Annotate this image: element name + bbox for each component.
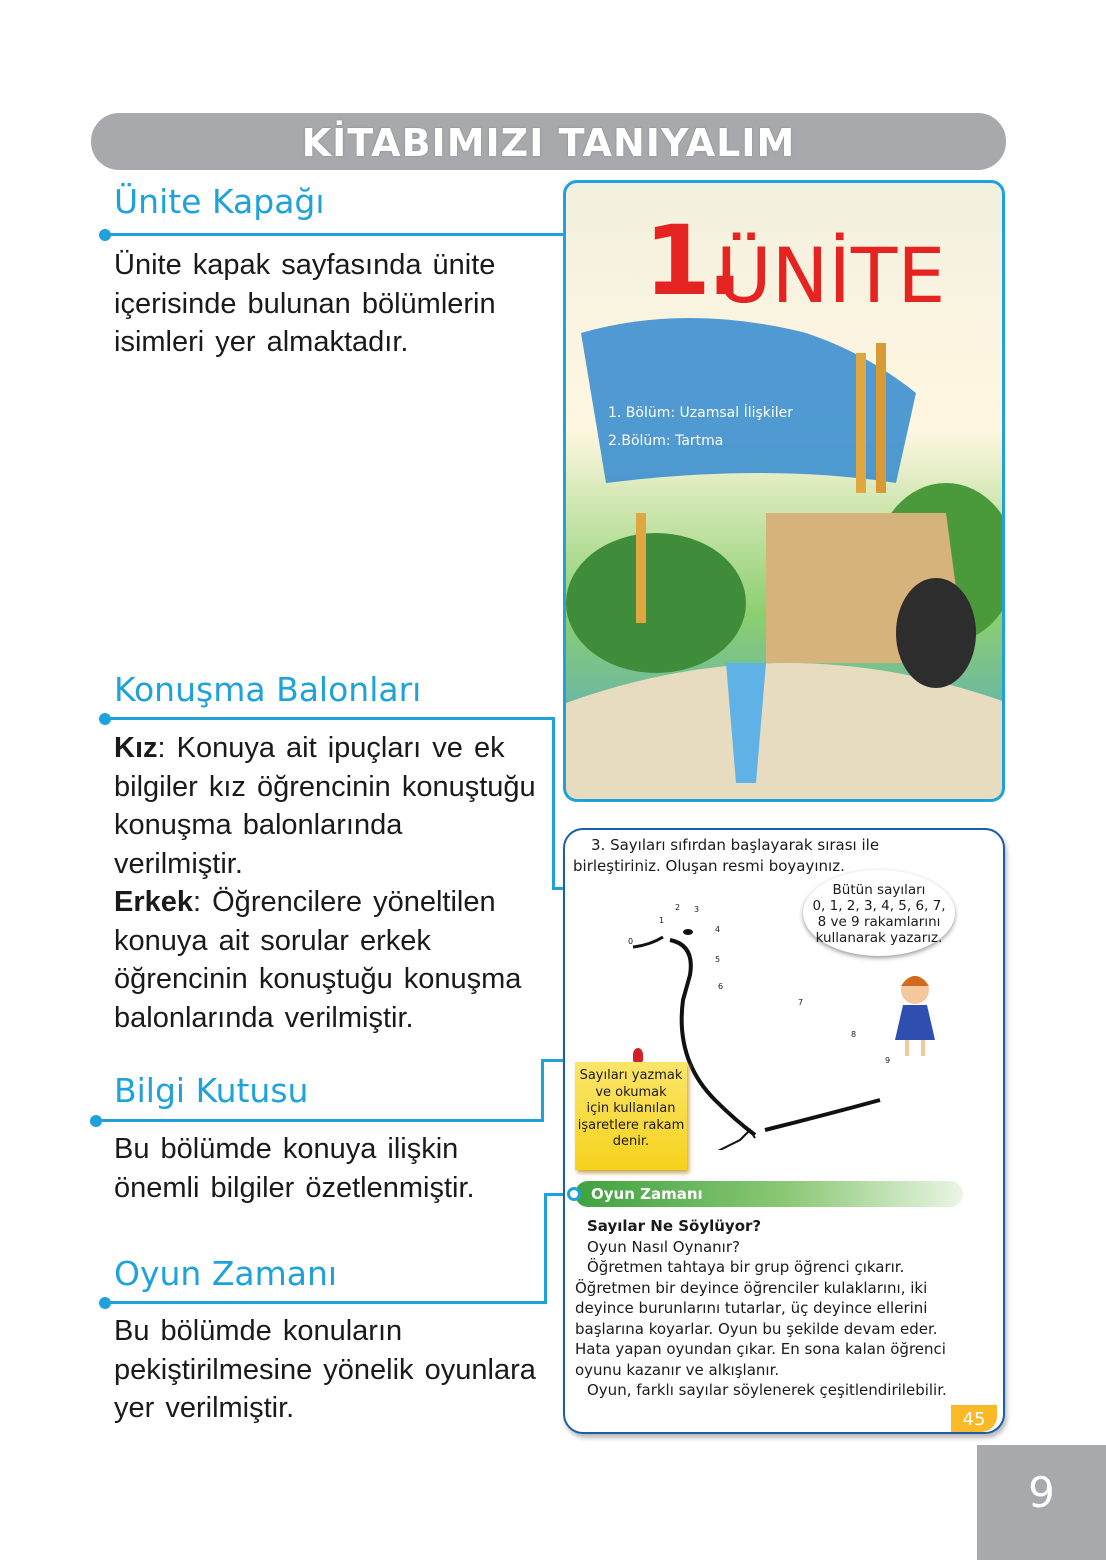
cover-unit-number: 1. (644, 205, 740, 317)
section-text-oyun-zamani (114, 1312, 554, 1428)
text-line: pekiştirilmesine yönelik oyunlara (114, 1353, 536, 1386)
text-line: Ünite kapak sayfasında ünite (114, 249, 496, 281)
text-line: 8 ve 9 rakamlarını (817, 914, 941, 930)
text-line: verilmiştir. (114, 847, 243, 880)
text-line: denir. (612, 1134, 650, 1149)
text-line: bilgiler kız öğrencinin konuştuğu (114, 770, 536, 803)
text-line: Bütün sayıları (832, 882, 926, 898)
text-line: kullanarak yazarız. (815, 930, 943, 946)
section-title-bilgi-kutusu: Bilgi Kutusu (114, 1071, 309, 1110)
connector-line (104, 233, 582, 236)
erkek-label: Erkek (114, 886, 194, 918)
connector-line (544, 1193, 547, 1304)
game-header: Oyun Zamanı (575, 1181, 963, 1207)
section-text-bilgi-kutusu (114, 1130, 554, 1207)
text-line: oyunu kazanır ve alkışlanır. (575, 1360, 780, 1379)
text-line: işaretlere rakam (577, 1117, 685, 1133)
section-title-oyun-zamani: Oyun Zamanı (114, 1254, 338, 1293)
dot-label-2: 2 (675, 903, 681, 912)
game-title: Sayılar Ne Söylüyor? (587, 1217, 762, 1235)
text-line: başlarına koyarlar. Oyun bu şekilde devam eder. (575, 1319, 938, 1338)
dot-label-0: 0 (628, 937, 634, 946)
game-text (575, 1216, 947, 1401)
text-line: konuşma balonlarında (114, 809, 403, 841)
text-line-erkek (114, 883, 496, 922)
connector-line (104, 717, 555, 720)
text-line: içerisinde bulunan bölümlerin (114, 287, 496, 320)
dot-label-7: 7 (798, 998, 804, 1007)
text-line: balonlarında verilmiştir. (114, 1001, 414, 1034)
section-title-unite-kapagi: Ünite Kapağı (114, 182, 325, 221)
dot-label-8: 8 (851, 1030, 857, 1039)
text-line-kiz (114, 729, 505, 768)
dot-label-3: 3 (694, 905, 700, 914)
text-line: 3. Sayıları sıfırdan başlayarak sırası ile (591, 836, 880, 854)
dot-label-6: 6 (718, 982, 724, 991)
connector-line (541, 1059, 544, 1122)
unit-cover-image (563, 180, 1005, 802)
cover-unit-title: ÜNİTE (716, 231, 946, 320)
text-line: için kullanılan (586, 1101, 676, 1116)
dot-label-1: 1 (659, 916, 665, 925)
text-line: konuya ait sorular erkek (114, 924, 431, 957)
text-line: Bu bölümde konuya ilişkin (114, 1133, 459, 1165)
text-line: Bu bölümde konuların (114, 1315, 403, 1347)
text-line: deyince burunlarını tutarlar, üç deyince ellerini (575, 1299, 928, 1317)
cover-chapter-list (608, 399, 793, 455)
text-line: önemli bilgiler özetlenmiştir. (114, 1171, 475, 1204)
text-line: : Konuya ait ipuçları ve ek (157, 732, 505, 764)
kiz-label: Kız (114, 732, 158, 764)
section-title-konusma-balonlari: Konuşma Balonları (114, 670, 422, 709)
text-line: Öğretmen tahtaya bir grup öğrenci çıkarır. (587, 1258, 905, 1276)
dot-label-9: 9 (885, 1056, 891, 1065)
page-banner: KİTABIMIZI TANIYALIM (91, 113, 1006, 170)
text-line: ve okumak (595, 1084, 667, 1100)
pushpin-icon (633, 1048, 643, 1062)
connector-ring (567, 1187, 581, 1201)
sample-page-number: 45 (951, 1405, 997, 1432)
page-number: 9 (977, 1445, 1106, 1560)
sample-page (563, 828, 1005, 1434)
text-line: 0, 1, 2, 3, 4, 5, 6, 7, (812, 898, 946, 914)
section-text-unite-kapagi (114, 246, 554, 362)
text-line: Hata yapan oyundan çıkar. En sona kalan öğrenci (575, 1340, 946, 1358)
dot-label-4: 4 (715, 925, 721, 934)
text-line: Öğretmen bir deyince öğrenciler kulaklarını, iki (575, 1278, 928, 1297)
text-line: Sayıları yazmak (579, 1068, 683, 1083)
text-line: öğrencinin konuştuğu konuşma (114, 963, 522, 995)
cover-chapter: 1. Bölüm: Uzamsal İlişkiler (608, 405, 794, 421)
text-line: birleştiriniz. Oluşan resmi boyayınız. (573, 856, 845, 875)
connector-line (95, 1119, 544, 1122)
text-line: Oyun, farklı sayılar söylenerek çeşitlendirilebilir. (587, 1381, 947, 1399)
connector-line (104, 1301, 547, 1304)
cover-chapter: 2.Bölüm: Tartma (608, 433, 724, 449)
activity-instruction (573, 835, 879, 876)
game-subtitle: Oyun Nasıl Oynanır? (587, 1237, 740, 1256)
info-note (575, 1062, 687, 1170)
text-line: isimleri yer almaktadır. (114, 326, 409, 358)
section-text-konusma-balonlari (114, 729, 554, 1037)
dot-label-5: 5 (715, 955, 721, 964)
text-line: : Öğrencilere yöneltilen (193, 886, 496, 918)
text-line: yer verilmiştir. (114, 1392, 295, 1424)
